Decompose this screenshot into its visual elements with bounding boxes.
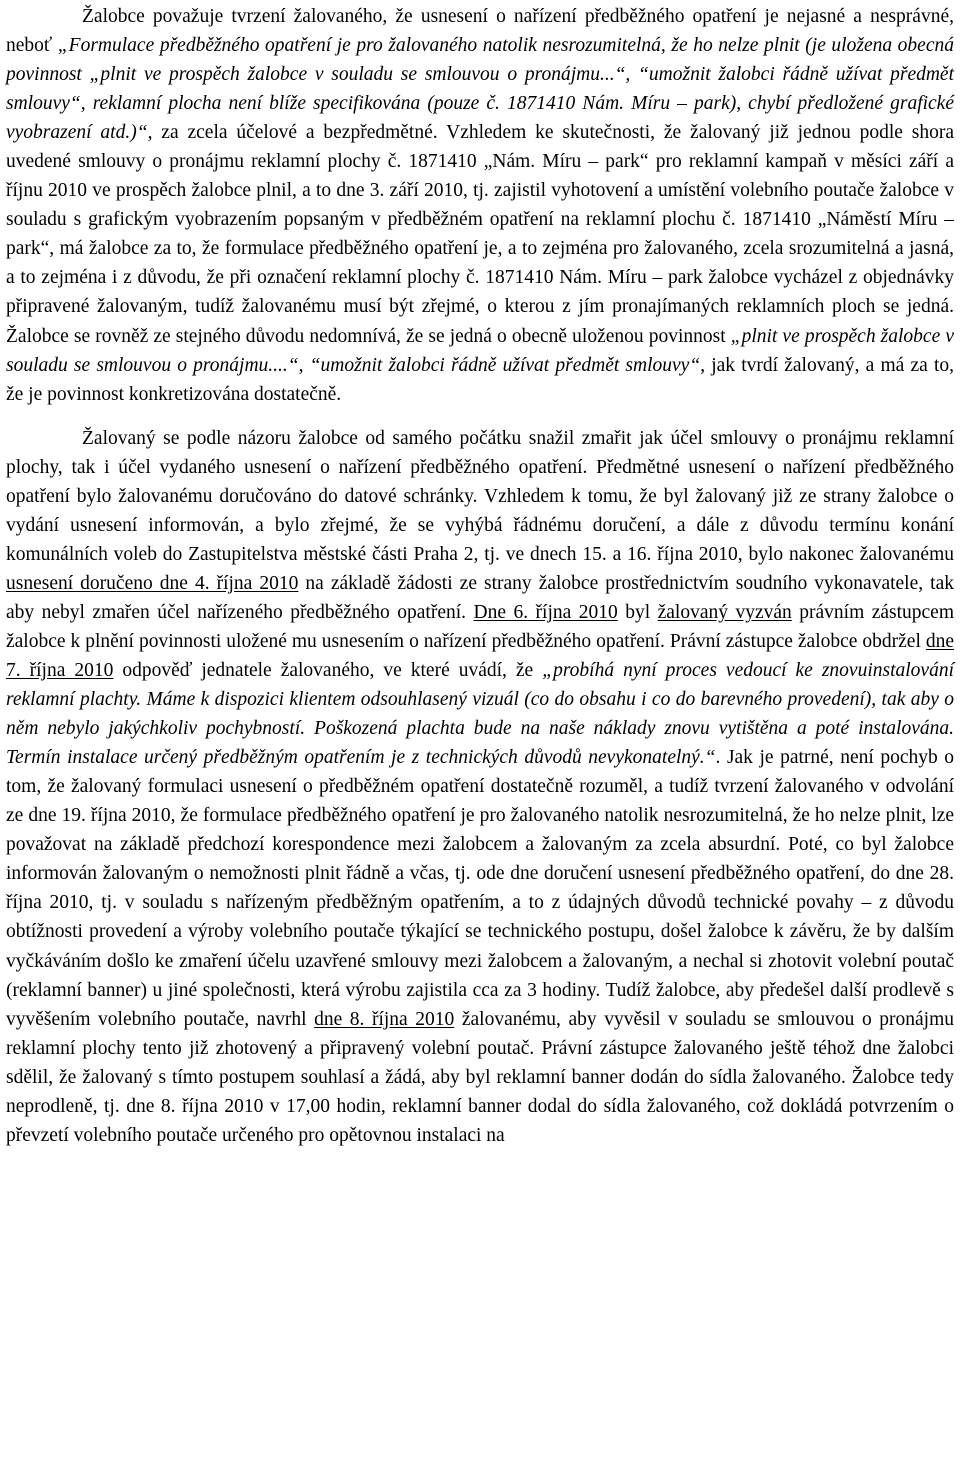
paragraph-2-segment-1: Žalovaný se podle názoru žalobce od samého počátku snažil zmařit jak účel smlouvy o pronájmu reklamní plochy, tak i účel vydaného usnesení o nařízení předběžného opatření. Předmětné usnesení o nařízení předběžného opatření bylo žalovanému doručováno do datové schránky. Vzhledem k tomu, že byl žalovaný již ze strany žalobce o vydání usnesení informován, a bylo zřejmé, že se vyhýbá řádnému doručení, a dále z důvodu termínu konání komunálních voleb do Zastupitelstva městské části Praha 2, tj. ve dnech 15. a 16. října 2010, bylo nakonec žalovanému (6, 427, 954, 565)
paragraph-2-underline-date-6: Dne 6. října 2010 (473, 601, 618, 623)
paragraph-1-segment-3: , za zcela účelové a bezpředmětné. Vzhledem ke skutečnosti, že žalovaný již jednou podle shora uvedené smlouvy o pronájmu reklamní plochy č. 1871410 „Nám. Míru – park“ pro reklamní kampaň v měsíci září a říjnu 2010 ve prospěch žalobce plnil, a to dne 3. září 2010, tj. zajistil vyhotovení a umístění volebního poutače žalobce v souladu s grafickým vyobrazením popsaným v předběžném opatření na reklamní plochu č. 1871410 „Náměstí Míru – park“, má žalobce za to, že formulace předběžného opatření je, a to zejména pro žalovaného, zcela srozumitelná a jasná, a to zejména i z důvodu, že při označení reklamní plochy č. 1871410 Nám. Míru – park žalobce vycházel z objednávky připravené žalovaným, tudíž žalovanému musí být zřejmé, o kterou z jím pronajímaných reklamních ploch se jedná. Žalobce se rovněž ze stejného důvodu nedomnívá, že se jedná o obecně uloženou povinnost (6, 122, 954, 347)
paragraph-2-segment-5: byl (617, 601, 658, 623)
paragraph-1-segment-5: , jak tvrdí žalovaný, a má za to, že je povinnost konkretizována dostatečně. (6, 354, 954, 405)
paragraph-1-quote-obligation: „plnit ve prospěch žalobce v souladu se smlouvou o pronájmu....“, “umožnit žalobci řádně užívat předmět smlouvy“ (6, 325, 954, 376)
paragraph-1-quote-order: „Formulace předběžného opatření je pro žalovaného natolik nesrozumitelná, že ho nelze plnit (je uložena obecná povinnost „plnit ve prospěch žalobce v souladu se smlouvou o pronájmu...“, “umožnit žalobci řádně užívat předmět smlouvy“, reklamní plocha není blíže specifikována (pouze č. 1871410 Nám. Míru – park), chybí předložené grafické vyobrazení atd.)“ (6, 35, 954, 144)
paragraph-1 (6, 2, 954, 409)
paragraph-2-underline-date-7: dne 7. října 2010 (6, 630, 954, 682)
paragraph-2-underline-summoned: žalovaný vyzván (657, 601, 792, 623)
paragraph-2-quote-reply: „probíhá nyní proces vedoucí ke znovuinstalování reklamní plachty. Máme k dispozici klientem odsouhlasený vizuál (co do obsahu i co do barevného provedení), tak aby o něm nebylo jakýchkoliv pochybností. Poškozená plachta bude na naše náklady znovu vytištěna a poté instalována. Termín instalace určený předběžným opatřením je z technických důvodů nevykonatelný.“ (6, 660, 954, 769)
paragraph-2-segment-13: žalovanému, aby vyvěsil v souladu se smlouvou o pronájmu reklamní plochy tento již zhotovený a připravený volební poutač. Právní zástupce žalovaného ještě téhož dne žalobci sdělil, že žalovaný s tímto postupem souhlasí a žádá, aby byl reklamní banner dodán do sídla žalovaného. Žalobce tedy neprodleně, tj. dne 8. října 2010 v 17,00 hodin, reklamní banner dodal do sídla žalovaného, což dokládá potvrzením o převzetí volebního poutače určeného pro opětovnou instalaci na (6, 1008, 954, 1146)
paragraph-1-segment-1: Žalobce považuje tvrzení žalovaného, že usnesení o nařízení předběžného opatření je nejasné a nesprávné, neboť (6, 6, 954, 57)
paragraph-2-segment-3: na základě žádosti ze strany žalobce prostřednictvím soudního vykonavatele, tak aby nebyl zmařen účel nařízeného předběžného opatření. (6, 572, 954, 623)
document-page (6, 2, 954, 1150)
paragraph-2 (6, 424, 954, 1150)
paragraph-2-underline-delivered: usnesení doručeno dne 4. října 2010 (6, 572, 299, 594)
paragraph-2-segment-11: . Jak je patrné, není pochyb o tom, že žalovaný formulaci usnesení o předběžném opatření dostatečně rozuměl, a tudíž tvrzení žalovaného v odvolání ze dne 19. října 2010, že formulace předběžného opatření je pro žalovaného natolik nesrozumitelná, že ho nelze plnit, lze považovat na základě předchozí korespondence mezi žalobcem a žalovaným za zcela absurdní. Poté, co byl žalobce informován žalovaným o nemožnosti plnit řádně a včas, tj. ode dne doručení usnesení předběžného opatření, do dne 28. října 2010, tj. v souladu s nařízeným předběžným opatřením, a to z údajných důvodů technické povahy – z důvodu obtížnosti provedení a výroby volebního poutače týkající se technického postupu, došel žalobce k závěru, že by dalším vyčkáváním došlo ke zmaření účelu uzavřené smlouvy mezi žalobcem a žalovaným, a nechal si zhotovit volební poutač (reklamní banner) u jiné společnosti, která výrobu zajistila cca za 3 hodiny. Tudíž žalobce, aby předešel další prodlevě s vyvěšením volebního poutače, navrhl (6, 747, 955, 1030)
paragraph-2-underline-date-8: dne 8. října 2010 (314, 1008, 455, 1030)
paragraph-2-segment-7: právním zástupcem žalobce k plnění povinnosti uložené mu usnesením o nařízení předběžného opatření. Právní zástupce žalobce obdržel (6, 601, 955, 652)
paragraph-2-segment-9: odpověď jednatele žalovaného, ve které uvádí, že (113, 660, 543, 682)
